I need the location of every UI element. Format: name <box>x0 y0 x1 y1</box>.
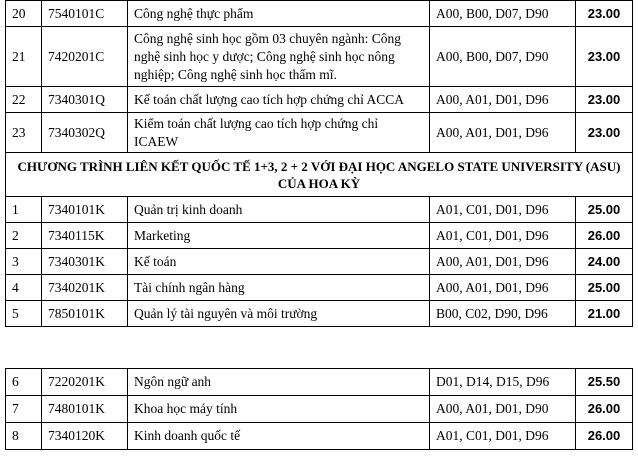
major-name: Kế toán chất lượng cao tích hợp chứng chỉ ACCA <box>128 87 430 113</box>
major-code: 7850101K <box>42 301 128 327</box>
major-name: Quản trị kinh doanh <box>128 197 430 223</box>
major-code: 7340120K <box>42 423 128 450</box>
cutoff-score: 26.00 <box>576 396 633 423</box>
subject-combinations: A00, A01, D01, D96 <box>430 87 576 113</box>
subject-combinations: A00, A01, D01, D96 <box>430 249 576 275</box>
admission-score-table-bottom <box>5 368 633 450</box>
row-number: 3 <box>6 249 42 275</box>
major-name: Marketing <box>128 223 430 249</box>
subject-combinations: A00, B00, D07, D90 <box>430 27 576 87</box>
admission-score-table-top <box>5 0 633 327</box>
subject-combinations: A00, B00, D07, D90 <box>430 1 576 27</box>
subject-combinations: A00, A01, D01, D96 <box>430 275 576 301</box>
cutoff-score: 25.00 <box>576 275 633 301</box>
row-number: 22 <box>6 87 42 113</box>
cutoff-score: 23.00 <box>576 1 633 27</box>
table-row <box>6 249 633 275</box>
table-row <box>6 197 633 223</box>
major-code: 7420201C <box>42 27 128 87</box>
major-name: Kinh doanh quốc tế <box>128 423 430 450</box>
subject-combinations: A01, C01, D01, D96 <box>430 223 576 249</box>
cutoff-score: 26.00 <box>576 223 633 249</box>
table-row <box>6 27 633 87</box>
major-name: Khoa học máy tính <box>128 396 430 423</box>
row-number: 8 <box>6 423 42 450</box>
subject-combinations: A01, C01, D01, D96 <box>430 197 576 223</box>
table-row <box>6 1 633 27</box>
section-header-row <box>6 153 633 197</box>
row-number: 1 <box>6 197 42 223</box>
major-code: 7340301Q <box>42 87 128 113</box>
major-name: Ngôn ngữ anh <box>128 369 430 396</box>
major-code: 7220201K <box>42 369 128 396</box>
table-row <box>6 87 633 113</box>
table-row <box>6 275 633 301</box>
row-number: 5 <box>6 301 42 327</box>
table-row <box>6 423 633 450</box>
cutoff-score: 23.00 <box>576 27 633 87</box>
row-number: 20 <box>6 1 42 27</box>
subject-combinations: B00, C02, D90, D96 <box>430 301 576 327</box>
major-name: Quản lý tài nguyên và môi trường <box>128 301 430 327</box>
major-code: 7340115K <box>42 223 128 249</box>
major-name: Tài chính ngân hàng <box>128 275 430 301</box>
major-code: 7340101K <box>42 197 128 223</box>
major-name: Công nghệ thực phẩm <box>128 1 430 27</box>
table-row <box>6 369 633 396</box>
subject-combinations: A00, A01, D01, D96 <box>430 113 576 153</box>
major-code: 7340301K <box>42 249 128 275</box>
row-number: 21 <box>6 27 42 87</box>
row-number: 23 <box>6 113 42 153</box>
table-row <box>6 301 633 327</box>
cutoff-score: 25.00 <box>576 197 633 223</box>
cutoff-score: 23.00 <box>576 113 633 153</box>
cutoff-score: 26.00 <box>576 423 633 450</box>
major-code: 7480101K <box>42 396 128 423</box>
row-number: 6 <box>6 369 42 396</box>
cutoff-score: 24.00 <box>576 249 633 275</box>
table-row <box>6 223 633 249</box>
cutoff-score: 25.50 <box>576 369 633 396</box>
row-number: 7 <box>6 396 42 423</box>
major-code: 7340302Q <box>42 113 128 153</box>
major-name: Kế toán <box>128 249 430 275</box>
subject-combinations: A00, A01, D01, D90 <box>430 396 576 423</box>
table-row <box>6 396 633 423</box>
major-code: 7540101C <box>42 1 128 27</box>
cutoff-score: 21.00 <box>576 301 633 327</box>
cutoff-score: 23.00 <box>576 87 633 113</box>
major-code: 7340201K <box>42 275 128 301</box>
row-number: 2 <box>6 223 42 249</box>
section-header: CHƯƠNG TRÌNH LIÊN KẾT QUỐC TẾ 1+3, 2 + 2 VỚI ĐẠI HỌC ANGELO STATE UNIVERSITY (ASU) CỦA HOA KỲ <box>6 153 633 197</box>
subject-combinations: D01, D14, D15, D96 <box>430 369 576 396</box>
major-name: Kiểm toán chất lượng cao tích hợp chứng chỉ ICAEW <box>128 113 430 153</box>
row-number: 4 <box>6 275 42 301</box>
table-row <box>6 113 633 153</box>
subject-combinations: A01, C01, D01, D96 <box>430 423 576 450</box>
major-name: Công nghệ sinh học gồm 03 chuyên ngành: Công nghệ sinh học y dược; Công nghệ sinh học nông nghiệp; Công nghệ sinh học thẩm mĩ. <box>128 27 430 87</box>
